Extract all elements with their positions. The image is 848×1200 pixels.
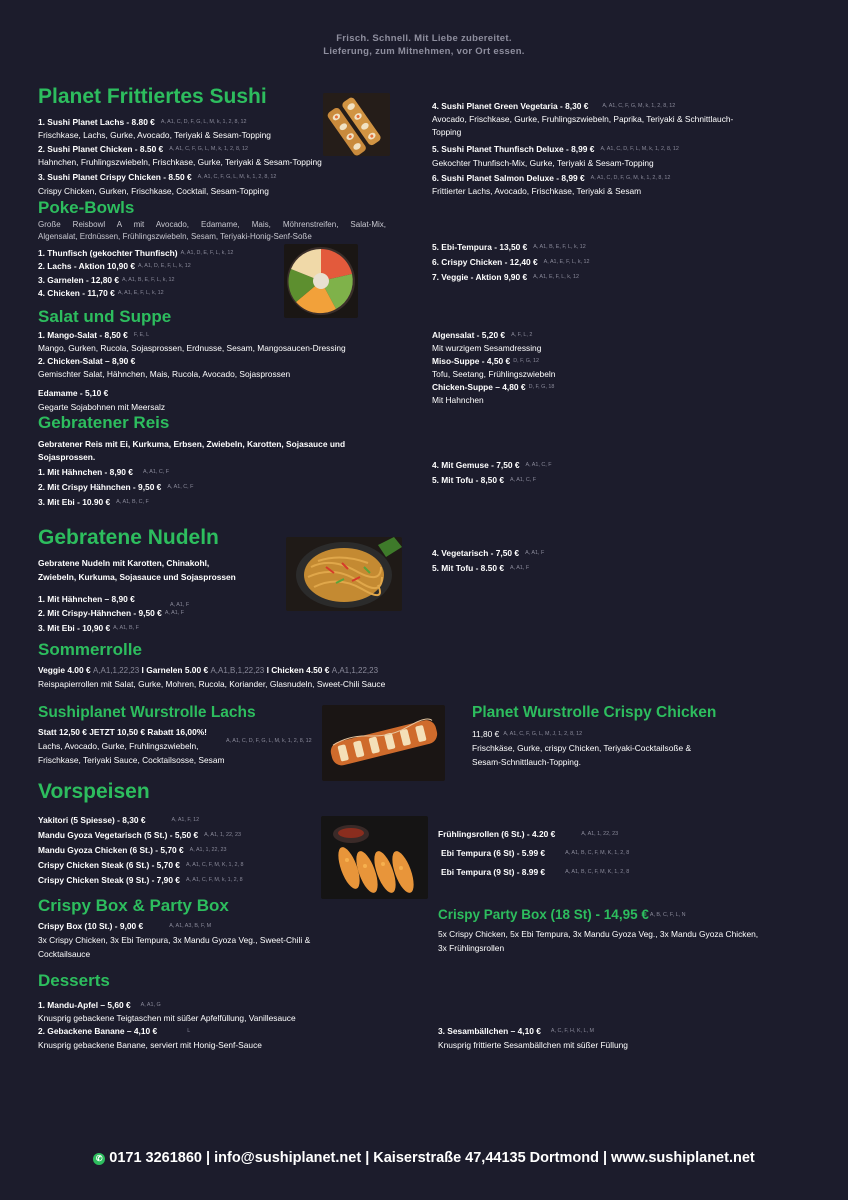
allergen-codes: D, F, G, 12 bbox=[513, 358, 539, 364]
nudeln-desc-1: Gebratene Nudeln mit Karotten, Chinakohl, bbox=[38, 558, 210, 568]
partybox-desc-1: 5x Crispy Chicken, 5x Ebi Tempura, 3x Mandu Gyoza Veg., 3x Mandu Gyoza Chicken, bbox=[438, 929, 759, 939]
poke-bowl-image bbox=[284, 244, 358, 318]
menu-item-name: 5. Mit Tofu - 8.50 € $^{A, A1, F}$ bbox=[432, 563, 530, 573]
menu-item-name: 7. Veggie - Aktion 9,90 € $^{A, A1, E, F, L, k, 12}$ bbox=[432, 272, 579, 282]
menu-item-name: 4. Vegetarisch - 7,50 € $^{A, A1, F}$ bbox=[432, 548, 545, 558]
allergen-codes: A, A1, D, E, F, L, k, 12 bbox=[180, 250, 234, 256]
allergen-codes: A, B, C, F, L, N bbox=[649, 912, 686, 918]
allergen-codes: A, A1, B, C, F, M, K, 1, 2, 8 bbox=[565, 869, 630, 875]
allergen-codes: A, A1, A3, B, F, M bbox=[169, 923, 212, 929]
footer-text[interactable]: 0171 3261860 | info@sushiplanet.net | Kaiserstraße 47,44135 Dortmond | www.sushiplanet.net bbox=[109, 1150, 755, 1166]
menu-item-name: 4. Sushi Planet Green Vegetaria - 8,30 € $^{A, A1, C, F, G, M, k, 1, 2, 8, 12}$ bbox=[432, 101, 676, 111]
section-title-desserts: Desserts bbox=[38, 971, 110, 990]
menu-item-desc: Gemischter Salat, Hähnchen, Mais, Rucola, Avocado, Sojasprossen bbox=[38, 369, 291, 379]
menu-item-desc: Tofu, Seetang, Frühlingszwiebeln bbox=[432, 369, 556, 379]
allergen-codes: A, A1, D, E, F, L, k, 12 bbox=[137, 263, 191, 269]
wurst-chicken-desc-2: Sesam-Schnittlauch-Topping. bbox=[472, 757, 581, 767]
menu-item-name: 2. Gebackene Banane – 4,10 € $^L$ bbox=[38, 1026, 191, 1036]
menu-item-name: 1. Thunfisch (gekochter Thunfisch) $^{A, A1, D, E, F, L, k, 12}$ bbox=[38, 248, 234, 258]
allergen-codes: A, A1, F, 12 bbox=[171, 817, 200, 823]
allergen-codes: A, A1, B, F bbox=[113, 625, 139, 631]
menu-item-name: 6. Sushi Planet Salmon Deluxe - 8,99 € $^{A, A1, C, D, F, G, M, k, 1, 2, 8, 12}$ bbox=[432, 173, 671, 183]
allergen-codes: A, A1, C, F, G, M, k, 1, 2, 8, 12 bbox=[602, 103, 676, 109]
reis-desc-2: Sojasprossen. bbox=[38, 452, 96, 462]
menu-item-name: Chicken-Suppe – 4,80 € $^{D, F, G, 18}$ bbox=[432, 382, 555, 392]
menu-item-name: Yakitori (5 Spiesse) - 8,30 € $^{A, A1, F, 12}$ bbox=[38, 815, 200, 825]
menu-item-name: Crispy Box (10 St.) - 9,00 € $^{A, A1, A3, B, F, M}$ bbox=[38, 921, 212, 931]
menu-item-name: Ebi Tempura (9 St) - 8.99 € $^{A, A1, B, C, F, M, K, 1, 2, 8}$ bbox=[441, 867, 630, 877]
menu-item-name: Crispy Chicken Steak (6 St.) - 5,70 € $^{A, A1, C, F, M, K, 1, 2, 8}$ bbox=[38, 860, 244, 870]
wurstrolle-image bbox=[322, 705, 445, 781]
menu-item-name: 3. Mit Ebi - 10,90 € $^{A, A1, B, F}$ bbox=[38, 623, 139, 633]
menu-item-name: 2. Lachs - Aktion 10,90 € $^{A, A1, D, E, F, L, k, 12}$ bbox=[38, 261, 191, 271]
menu-item-name: Frühlingsrollen (6 St.) - 4.20 € $^{A, A1, 1, 22, 23}$ bbox=[438, 829, 619, 839]
allergen-codes: A, C, F, H, K, L, M bbox=[550, 1028, 595, 1034]
section-title-partybox: Crispy Party Box (18 St) - 14,95 €$^{A, B, C, F, L, N}$ bbox=[438, 907, 686, 922]
noodles-image bbox=[286, 537, 402, 611]
fried-sushi-image bbox=[323, 93, 390, 156]
allergen-codes: A,A1,B,1,22,23 bbox=[210, 666, 265, 675]
section-title-wurst-lachs: Sushiplanet Wurstrolle Lachs bbox=[38, 704, 256, 721]
allergen-codes: A, A1, C, F bbox=[167, 484, 194, 490]
section-title-sommerrolle: Sommerrolle bbox=[38, 640, 142, 659]
menu-item-name: Miso-Suppe - 4,50 € $^{D, F, G, 12}$ bbox=[432, 356, 539, 366]
menu-item-name: 2. Chicken-Salat – 8,90 € bbox=[38, 356, 136, 366]
allergen-codes: A, A1, 1, 22, 23 bbox=[581, 831, 619, 837]
allergen-codes: A,A1,1,22,23 bbox=[92, 666, 140, 675]
allergen-codes: A, A1, B, C, F, M, K, 1, 2, 8 bbox=[565, 850, 630, 856]
crispybox-desc-1: 3x Crispy Chicken, 3x Ebi Tempura, 3x Mandu Gyoza Veg., Sweet-Chili & bbox=[38, 935, 311, 945]
menu-item-name: 5. Mit Tofu - 8,50 € $^{A, A1, C, F}$ bbox=[432, 475, 537, 485]
section-title-wurst-chicken: Planet Wurstrolle Crispy Chicken bbox=[472, 704, 717, 721]
menu-item-name: Mandu Gyoza Chicken (6 St.) - 5,70 € $^{A, A1, 1, 22, 23}$ bbox=[38, 845, 227, 855]
section-title-frittiert: Planet Frittiertes Sushi bbox=[38, 85, 267, 108]
menu-item-desc: Knusprig frittierte Sesambällchen mit süßer Füllung bbox=[438, 1040, 628, 1050]
allergen-codes: A, A1, C, F, M, K, 1, 2, 8 bbox=[185, 862, 244, 868]
menu-item-name: Crispy Chicken Steak (9 St.) - 7,90 € $^{A, A1, C, F, M, k, 1, 2, 8}$ bbox=[38, 875, 243, 885]
menu-item-name: 3. Garnelen - 12,80 € $^{A, A1, B, E, F, L, k, 12}$ bbox=[38, 275, 175, 285]
menu-item-name: 3. Sesambällchen – 4,10 € $^{A, C, F, H, K, L, M}$ bbox=[438, 1026, 595, 1036]
menu-item-name: Edamame - 5,10 € bbox=[38, 388, 109, 398]
allergen-codes: F, E, L bbox=[133, 332, 150, 338]
whatsapp-icon[interactable]: ✆ bbox=[93, 1153, 105, 1165]
allergen-codes: A, A1, C, D, F, L, M, k, 1, 2, 8, 12 bbox=[600, 146, 679, 152]
menu-item-desc: Hahnchen, Fruhlingszwiebeln, Frischkase, Gurke, Teriyaki & Sesam-Topping bbox=[38, 157, 322, 167]
wurst-lachs-price: Statt 12,50 € JETZT 10,50 € Rabatt 16,00%! bbox=[38, 727, 207, 737]
menu-item-desc: Gekochter Thunfisch-Mix, Gurke, Teriyaki & Sesam-Topping bbox=[432, 158, 654, 168]
menu-item-name: 4. Chicken - 11,70 € $^{A, A1, E, F, L, k, 12}$ bbox=[38, 288, 164, 298]
allergen-codes: A, A1, C, D, F, G, L, M, k, 1, 2, 8, 12 bbox=[160, 119, 247, 125]
allergen-codes: A, A1, C, F, M, k, 1, 2, 8 bbox=[185, 877, 243, 883]
section-title-vorspeisen: Vorspeisen bbox=[38, 780, 150, 803]
poke-desc-1: Große Reisbowl A mit Avocado, Edamame, Mais, Möhrenstreifen, Salat-Mix, bbox=[38, 220, 386, 229]
menu-item-name: 1. Mit Hähnchen – 8,90 € bbox=[38, 594, 135, 604]
allergen-codes: A, A1, 1, 22, 23 bbox=[189, 847, 227, 853]
menu-item-name: 2. Sushi Planet Chicken - 8.50 € $^{A, A1, C, F, G, L, M, k, 1, 2, 8, 12}$ bbox=[38, 144, 249, 154]
allergen-codes: D, F, G, 18 bbox=[528, 384, 555, 390]
allergen-codes: A, A1, C, F bbox=[142, 469, 170, 475]
allergen-codes: A, A1, F bbox=[164, 610, 184, 616]
menu-item-desc: Mit wurzigem Sesamdressing bbox=[432, 343, 542, 353]
section-title-nudeln: Gebratene Nudeln bbox=[38, 526, 219, 549]
nudeln-desc-2: Zwiebeln, Kurkuma, Sojasauce und Sojasprossen bbox=[38, 572, 236, 582]
menu-item-name: Ebi Tempura (6 St) - 5.99 € $^{A, A1, B, C, F, M, K, 1, 2, 8}$ bbox=[441, 848, 630, 858]
menu-item-desc: Avocado, Frischkase, Gurke, Fruhlingszwiebeln, Paprika, Teriyaki & Schnittlauch- bbox=[432, 114, 734, 124]
allergen-codes: A, A1, C, D, F, G, L, M, k, 1, 2, 8, 12 bbox=[226, 738, 312, 744]
menu-item-desc: Topping bbox=[432, 127, 462, 137]
tagline-line-2: Lieferung, zum Mitnehmen, vor Ort essen. bbox=[323, 46, 525, 57]
allergen-codes: A, F, L, 2 bbox=[511, 332, 533, 338]
allergen-codes: A, A1, C, F, G, L, M, k, 1, 2, 8, 12 bbox=[197, 174, 277, 180]
menu-item-desc: Mit Hahnchen bbox=[432, 395, 484, 405]
poke-desc-2: Algensalat, Erdnüssen, Frühlingszwiebeln, Sesam, Teriyaki-Honig-Senf-Soße bbox=[38, 232, 312, 241]
menu-item-desc: Knusprig gebackene Banane, serviert mit Honig-Senf-Sauce bbox=[38, 1040, 262, 1050]
menu-item-name: 4. Mit Gemuse - 7,50 € $^{A, A1, C, F}$ bbox=[432, 460, 552, 470]
ebi-tempura-image bbox=[321, 816, 428, 899]
menu-item-name: 2. Mit Crispy Hähnchen - 9,50 € $^{A, A1, C, F}$ bbox=[38, 482, 194, 492]
menu-item-name: 11,80 € $^{A, A1, C, F, G, L, M, J, 1, 2, 8, 12}$ bbox=[472, 729, 583, 739]
menu-item-name: Mandu Gyoza Vegetarisch (5 St.) - 5,50 € $^{A, A1, 1, 22, 23}$ bbox=[38, 830, 241, 840]
allergen-codes: A, A1, E, F, L, k, 12 bbox=[117, 290, 164, 296]
section-title-crispybox: Crispy Box & Party Box bbox=[38, 896, 229, 915]
sommerrolle-prices: Veggie 4.00 € A,A1,1,22,23 I Garnelen 5.00 € A,A1,B,1,22,23 I Chicken 4.50 € A,A1,1,22,23 bbox=[38, 665, 379, 675]
crispybox-desc-2: Cocktailsauce bbox=[38, 949, 91, 959]
allergen-codes: L bbox=[187, 1028, 191, 1034]
wurst-chicken-desc-1: Frischkäse, Gurke, crispy Chicken, Teriyaki-Cocktailsoße & bbox=[472, 743, 692, 753]
allergen-codes: A, A1, 1, 22, 23 bbox=[204, 832, 241, 838]
allergen-codes: A, A1, F bbox=[509, 565, 530, 571]
section-title-salat: Salat und Suppe bbox=[38, 307, 172, 326]
allergen-codes: A,A1,1,22,23 bbox=[331, 666, 379, 675]
menu-item-name: 1. Sushi Planet Lachs - 8.80 € $^{A, A1, C, D, F, G, L, M, k, 1, 2, 8, 12}$ bbox=[38, 117, 247, 127]
wurst-lachs-desc-2: Frischkase, Teriyaki Sauce, Cocktailsosse, Sesam bbox=[38, 755, 225, 765]
menu-item-name: 5. Sushi Planet Thunfisch Deluxe - 8,99 € $^{A, A1, C, D, F, L, M, k, 1, 2, 8, 12}$ bbox=[432, 144, 679, 154]
menu-item-name: 6. Crispy Chicken - 12,40 € $^{A, A1, E, F, L, k, 12}$ bbox=[432, 257, 590, 267]
allergen-codes: A, A1, C, F bbox=[509, 477, 537, 483]
allergen-codes: A, A1, E, F, L, k, 12 bbox=[543, 259, 590, 265]
menu-item-desc: Mango, Gurken, Rucola, Sojasprossen, Erdnusse, Sesam, Mangosaucen-Dressing bbox=[38, 343, 346, 353]
menu-item-name: 1. Mandu-Apfel – 5,60 € $^{A, A1, G}$ bbox=[38, 1000, 161, 1010]
allergen-codes: A, A1, F bbox=[170, 602, 190, 608]
menu-item-name: 2. Mit Crispy-Hähnchen - 9,50 € $^{A, A1, F}$ bbox=[38, 608, 184, 618]
section-title-poke: Poke-Bowls bbox=[38, 198, 135, 217]
section-title-reis: Gebratener Reis bbox=[38, 413, 170, 432]
allergen-codes: A, A1, E, F, L, k, 12 bbox=[533, 274, 579, 280]
allergen-codes: A, A1, C, F, G, L, M, J, 1, 2, 8, 12 bbox=[503, 731, 583, 737]
allergen-codes: A, A1, F bbox=[525, 550, 545, 556]
wurst-lachs-desc-1: Lachs, Avocado, Gurke, Fruhlingszwiebeln, bbox=[38, 741, 199, 751]
sommerrolle-desc: Reispapierrollen mit Salat, Gurke, Mohren, Rucola, Koriander, Glasnudeln, Sweet-Chili Sauce bbox=[38, 679, 386, 689]
menu-item-desc: Crispy Chicken, Gurken, Frischkase, Cocktail, Sesam-Topping bbox=[38, 186, 269, 196]
reis-desc-1: Gebratener Reis mit Ei, Kurkuma, Erbsen, Zwiebeln, Karotten, Sojasauce und bbox=[38, 439, 346, 449]
menu-item-desc: Frischkase, Lachs, Gurke, Avocado, Teriyaki & Sesam-Topping bbox=[38, 130, 271, 140]
menu-item-name: Algensalat - 5,20 € $^{A, F, L, 2}$ bbox=[432, 330, 533, 340]
menu-item-desc: Frittierter Lachs, Avocado, Frischkase, Teriyaki & Sesam bbox=[432, 186, 642, 196]
allergen-codes: A, A1, B, C, F bbox=[116, 499, 149, 505]
menu-item-name: 1. Mango-Salat - 8,50 € $^{F, E, L}$ bbox=[38, 330, 150, 340]
menu-item-name: 3. Mit Ebi - 10.90 € $^{A, A1, B, C, F}$ bbox=[38, 497, 149, 507]
menu-item-name: 5. Ebi-Tempura - 13,50 € $^{A, A1, B, E, F, L, k, 12}$ bbox=[432, 242, 586, 252]
menu-item-name: 1. Mit Hähnchen - 8,90 € $^{A, A1, C, F}$ bbox=[38, 467, 170, 477]
footer-contact bbox=[0, 1150, 848, 1166]
allergen-codes: A, A1, B, E, F, L, k, 12 bbox=[533, 244, 586, 250]
allergen-codes: A, A1, C, F, G, L, M, k, 1, 2, 8, 12 bbox=[169, 146, 249, 152]
partybox-desc-2: 3x Frühlingsrollen bbox=[438, 943, 505, 953]
menu-item-desc: Knusprig gebackene Teigtaschen mit süßer Apfelfüllung, Vanillesauce bbox=[38, 1013, 296, 1023]
menu-item-name: 3. Sushi Planet Crispy Chicken - 8.50 € $^{A, A1, C, F, G, L, M, k, 1, 2, 8, 12}$ bbox=[38, 172, 277, 182]
allergen-codes: A, A1, G bbox=[140, 1002, 161, 1008]
allergen-codes: A, A1, C, D, F, G, M, k, 1, 2, 8, 12 bbox=[590, 175, 671, 181]
menu-item-desc: Gegarte Sojabohnen mit Meersalz bbox=[38, 402, 166, 412]
allergen-codes: A, A1, C, F bbox=[525, 462, 552, 468]
tagline-line-1: Frisch. Schnell. Mit Liebe zubereitet. bbox=[336, 33, 512, 44]
allergen-codes: A, A1, B, E, F, L, k, 12 bbox=[122, 277, 175, 283]
